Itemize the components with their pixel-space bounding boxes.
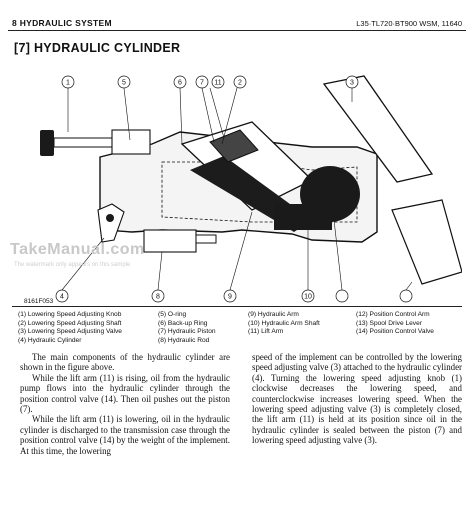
legend-column-4 <box>356 311 434 337</box>
legend-item: (5) O-ring <box>158 311 187 318</box>
callout-10: 10 <box>304 293 312 301</box>
watermark-brand: TakeManual.com <box>10 241 145 258</box>
legend-item: (4) Hydraulic Cylinder <box>18 336 82 344</box>
callout-circle-13 <box>400 290 412 302</box>
legend-item: (3) Lowering Speed Adjusting Valve <box>18 328 122 336</box>
text-column-left <box>20 352 230 456</box>
watermark-note: The watermark only appears on this sample <box>14 262 131 268</box>
legend-item: (10) Hydraulic Arm Shaft <box>248 319 320 327</box>
legend-item: (8) Hydraulic Rod <box>158 336 210 344</box>
legend-item: (14) Position Control Valve <box>356 328 434 336</box>
header-manual-id: L35·TL720·BT900 WSM, 11640 <box>356 19 462 28</box>
callout-6: 6 <box>178 79 182 87</box>
callout-4: 4 <box>60 293 64 301</box>
hydraulic-cylinder-figure <box>12 62 462 312</box>
callout-circle-12 <box>336 290 348 302</box>
legend-column-2 <box>158 311 216 345</box>
legend-item: (11) Lift Arm <box>248 328 284 336</box>
legend-column-1 <box>18 311 122 345</box>
callout-9: 9 <box>228 293 232 301</box>
callout-7: 7 <box>200 79 204 87</box>
legend-column-3 <box>248 311 320 337</box>
legend-item: (13) Spool Drive Lever <box>356 319 422 327</box>
paragraph: The main components of the hydraulic cylinder are shown in the figure above. <box>20 352 230 373</box>
legend-item: (12) Position Control Arm <box>356 311 430 318</box>
figure-rule <box>12 306 462 307</box>
callout-3: 3 <box>350 79 354 87</box>
paragraph: speed of the implement can be controlled by the lowering speed adjusting valve (3) attached to the hydraulic cylinder (4). Turning the lowering speed adjusting knob (1) clockwise decreases the lowering speed, and counterclockwise increases lowering speed. When the lowering speed adjusting valve (3) is completely closed, the lift arm (11) is held at its position since oil in the hydraulic cylinder is sealed between the piston (7) and lowering speed adjusting valve (3). <box>252 352 462 446</box>
callout-2: 2 <box>238 79 242 87</box>
legend-item: (7) Hydraulic Piston <box>158 328 216 336</box>
paragraph: While the lift arm (11) is lowering, oil in the hydraulic cylinder is discharged to the transmission case through the position control valve (14) by the weight of the implement. At this time, the lowering <box>20 414 230 456</box>
legend-item: (2) Lowering Speed Adjusting Shaft <box>18 319 122 327</box>
callout-11-top: 11 <box>214 79 222 87</box>
legend-item: (1) Lowering Speed Adjusting Knob <box>18 311 122 318</box>
text-column-right <box>252 352 462 446</box>
callout-labels <box>12 62 462 312</box>
header-section: 8 HYDRAULIC SYSTEM <box>12 18 112 28</box>
legend-item: (6) Back-up Ring <box>158 319 208 327</box>
callout-5: 5 <box>122 79 126 87</box>
legend-item: (9) Hydraulic Arm <box>248 311 299 318</box>
callout-1: 1 <box>66 79 70 87</box>
paragraph: While the lift arm (11) is rising, oil from the hydraulic pump flows into the hydraulic cylinder through the position control valve (14). Then oil pushes out the piston (7). <box>20 372 230 415</box>
header-rule <box>8 30 466 31</box>
figure-code: 8161F053 <box>24 298 54 305</box>
callout-8: 8 <box>156 293 160 301</box>
section-title: [7] HYDRAULIC CYLINDER <box>14 41 181 55</box>
